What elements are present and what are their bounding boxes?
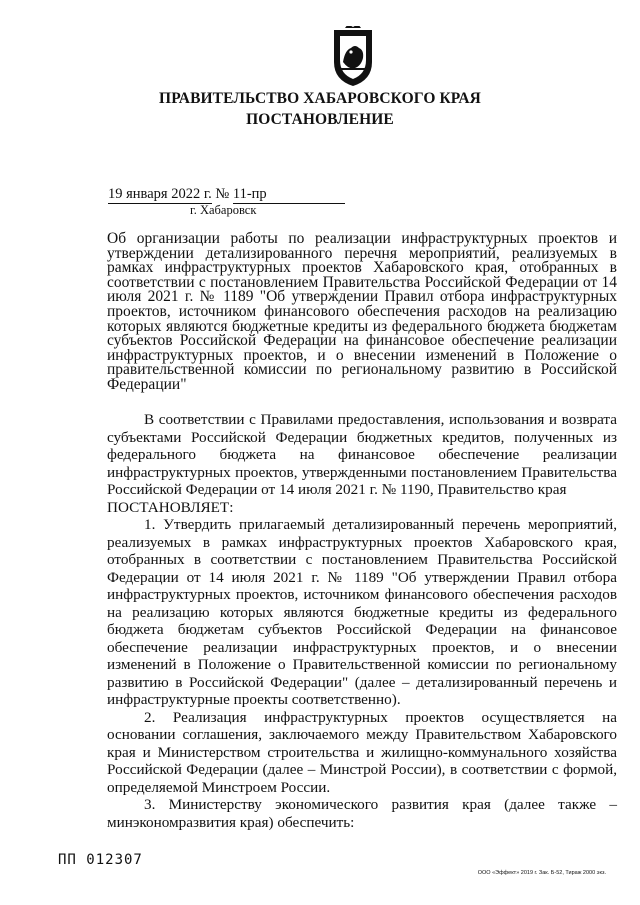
preamble-paragraph: В соответствии с Правилами предоставления, использования и возврата субъектами Российской Федерации бюджетных кредитов, полученных из федерального бюджета на финансовое обеспечение реализации инфраструктурных проектов, утвержденными постановлением Правительства Российской Федерации от 14 июля 2021 г. № 1190, Правительство края [107,411,617,498]
document-number: 11-пр [233,186,345,204]
date-number-line [108,186,345,204]
city: г. Хабаровск [190,203,257,217]
item-paragraph-3: 3. Министерству экономического развития края (далее также – минэкономразвития края) обеспечить: [107,796,617,831]
number-sign: № [215,186,230,202]
document-type: ПОСТАНОВЛЕНИЕ [246,111,394,128]
printer-imprint: ООО «Эффект» 2019 г. Зак. Б-52, Тираж 2000 экз. [477,870,606,876]
decree-word: ПОСТАНОВЛЯЕТ: [107,498,234,516]
form-serial-stamp: ПП 012307 [58,852,143,868]
coat-of-arms-icon [331,26,375,88]
item-paragraph-1: 1. Утвердить прилагаемый детализированный перечень мероприятий, реализуемых в рамках инфраструктурных проектов Хабаровского края, отобранных в соответствии с постановлением Правительства Российской Федерации от 14 июля 2021 г. № 1189 "Об утверждении Правил отбора инфраструктурных проектов, источником финансового обеспечения расходов на реализацию которых являются бюджетные кредиты из федерального бюджета бюджетам субъектов Российской Федерации на финансовое обеспечение реализации инфраструктурных проектов, и о внесении изменений в Положение о Правительственной комиссии по региональному развитию в Российской Федерации" (далее – детализированный перечень и инфраструктурные проекты соответственно). [107,516,617,708]
government-name: ПРАВИТЕЛЬСТВО ХАБАРОВСКОГО КРАЯ [159,90,481,107]
document-subject: Об организации работы по реализации инфраструктурных проектов и утверждении детализированного перечня мероприятий, реализуемых в рамках инфраструктурных проектов Хабаровского края, отобранных в соответствии с постановлением Правительства Российской Федерации от 14 июля 2021 г. № 1189 "Об утверждении Правил отбора инфраструктурных проектов, источником финансового обеспечения расходов на реализацию которых являются бюджетные кредиты из федерального бюджета бюджетам субъектов Российской Федерации на финансовое обеспечение реализации инфраструктурных проектов, и о внесении изменений в Положение о правительственной комиссии по региональному развитию в Российской Федерации" [107,230,617,393]
item-paragraph-2: 2. Реализация инфраструктурных проектов осуществляется на основании соглашения, заключаемого между Правительством Хабаровского края и Министерством строительства и жилищно-коммунального хозяйства Российской Федерации (далее – Минстрой России), в соответствии с формой, определяемой Минстроем России. [107,708,617,796]
document-date: 19 января 2022 г. [108,186,212,202]
document-body [107,411,617,831]
